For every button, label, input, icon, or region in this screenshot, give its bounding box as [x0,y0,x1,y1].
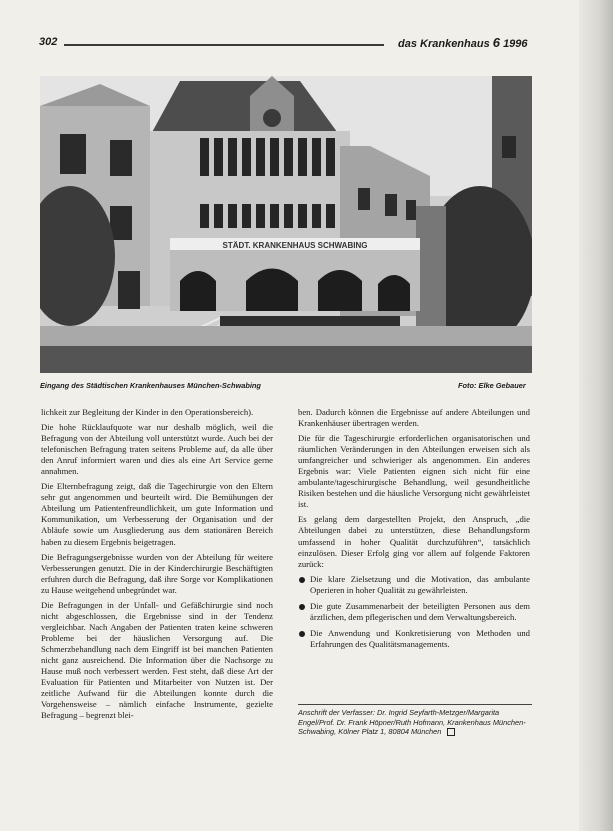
bullet-icon [299,631,305,637]
paragraph: Die Elternbefragung zeigt, daß die Tagechirurgie von den Eltern sehr gut angenommen und beurteilt wird. Die Bemühungen der Abteilung um Patientenfreundlichkeit, um gute Information und Kommunikation, um Verbesserung der Organisation und der Abläufe sowie um Ausgliederung aus dem stationären Bereich haben zu diesem Ergebnis beigetragen. [41,481,273,547]
success-factor-list [298,574,530,650]
paragraph: Es gelang dem dargestellten Projekt, den Anspruch, „die Abteilungen dabei zu unterstützen, diese Behandlungsform umfassend in hoher Qualität durchzuführen“, tatsächlich einzulösen. Dieser Erfolg ging vor allem auf folgende Faktoren zurück: [298,514,530,569]
paragraph: Die für die Tageschirurgie erforderlichen organisatorischen und räumlichen Veränderungen in den Abteilungen erweisen sich als umfangreicher und schwieriger als angenommen. Ein anderes Ergebnis war: Viele Patienten eignen sich nicht für eine ambulante/tageschirurgische Behandlung, weil gesundheitliche Risiken bestehen und die häusliche Versorgung nicht gewährleistet ist. [298,433,530,510]
journal-header [398,35,528,50]
end-of-article-icon [447,728,455,736]
journal-title: das Krankenhaus [398,38,490,50]
bullet-icon [299,577,305,583]
author-address: Anschrift der Verfasser: Dr. Ingrid Seyfarth-Metzger/Margarita Engel/Prof. Dr. Frank Höpner/Ruth Hofmann, Krankenhaus München-Schwabing, Kölner Platz 1, 80804 München [298,704,532,737]
paragraph: Die Befragungen in der Unfall- und Gefäßchirurgie sind noch nicht abgeschlossen, die Ergebnisse sind in der Tendenz vergleichbar. Nach Angaben der Patienten traten keine schweren Probleme bei der häuslichen Versorgung auf. Die Schmerzbehandlung nach dem Eingriff ist bei manchen Patienten nicht ganz ausreichend. Die Information über die Nachsorge zu Hause muß noch verbessert werden. Fest steht, daß diese Art der Evaluation für Patienten und Mitarbeiter von Nutzen ist. Der zeitliche Aufwand für die Abteilungen konnte durch die Vorgehensweise – nämlich einfache Instrumente, gezielte Befragung – begrenzt blei- [41,599,273,721]
issue-year: 1996 [503,38,528,50]
page-number: 302 [39,36,58,48]
facade-lettering: STÄDT. KRANKENHAUS SCHWABING [222,241,368,250]
list-item: Die gute Zusammenarbeit der beteiligten Personen aus dem ärztlichen, dem pflegerischen und dem Verwaltungsbereich. [298,601,530,623]
list-item: Die Anwendung und Konkretisierung von Methoden und Erfahrungen des Qualitätsmanagements. [298,628,530,650]
paragraph: lichkeit zur Begleitung der Kinder in den Operationsbereich). [41,407,254,417]
issue-number: 6 [492,35,500,50]
paragraph: Die Befragungsergebnisse wurden von der Abteilung für weitere Verbesserungen genutzt. Die in der Kinderchirurgie Beschäftigten erfuhren durch die Befragung, daß ihre Sorge vor Komplikationen zu Hause weitgehend unbegründet war. [41,551,273,595]
hospital-entrance-photo [40,76,532,373]
bullet-icon [299,604,305,610]
header-rule [64,44,384,46]
list-item: Die klare Zielsetzung und die Motivation, das ambulante Operieren in hoher Qualität zu gewährleisten. [298,574,530,596]
text-column-left [41,407,273,725]
text-column-right [298,407,530,655]
paragraph: ben. Dadurch können die Ergebnisse auf andere Abteilungen und Krankenhäuser übertragen werden. [298,407,530,429]
photo-caption: Eingang des Städtischen Krankenhauses München-Schwabing [40,381,261,390]
photo-credit: Foto: Elke Gebauer [458,381,526,390]
page-edge-shadow [579,0,613,831]
paragraph: Die hohe Rücklaufquote war nur deshalb möglich, weil die Befragung von der Abteilung voll unterstützt wurde. Auch bei der telefonischen Befragung traten seitens Probleme auf, da alle über den Anruf informiert waren und dies als eine Art Service gerne annahmen. [41,422,273,477]
